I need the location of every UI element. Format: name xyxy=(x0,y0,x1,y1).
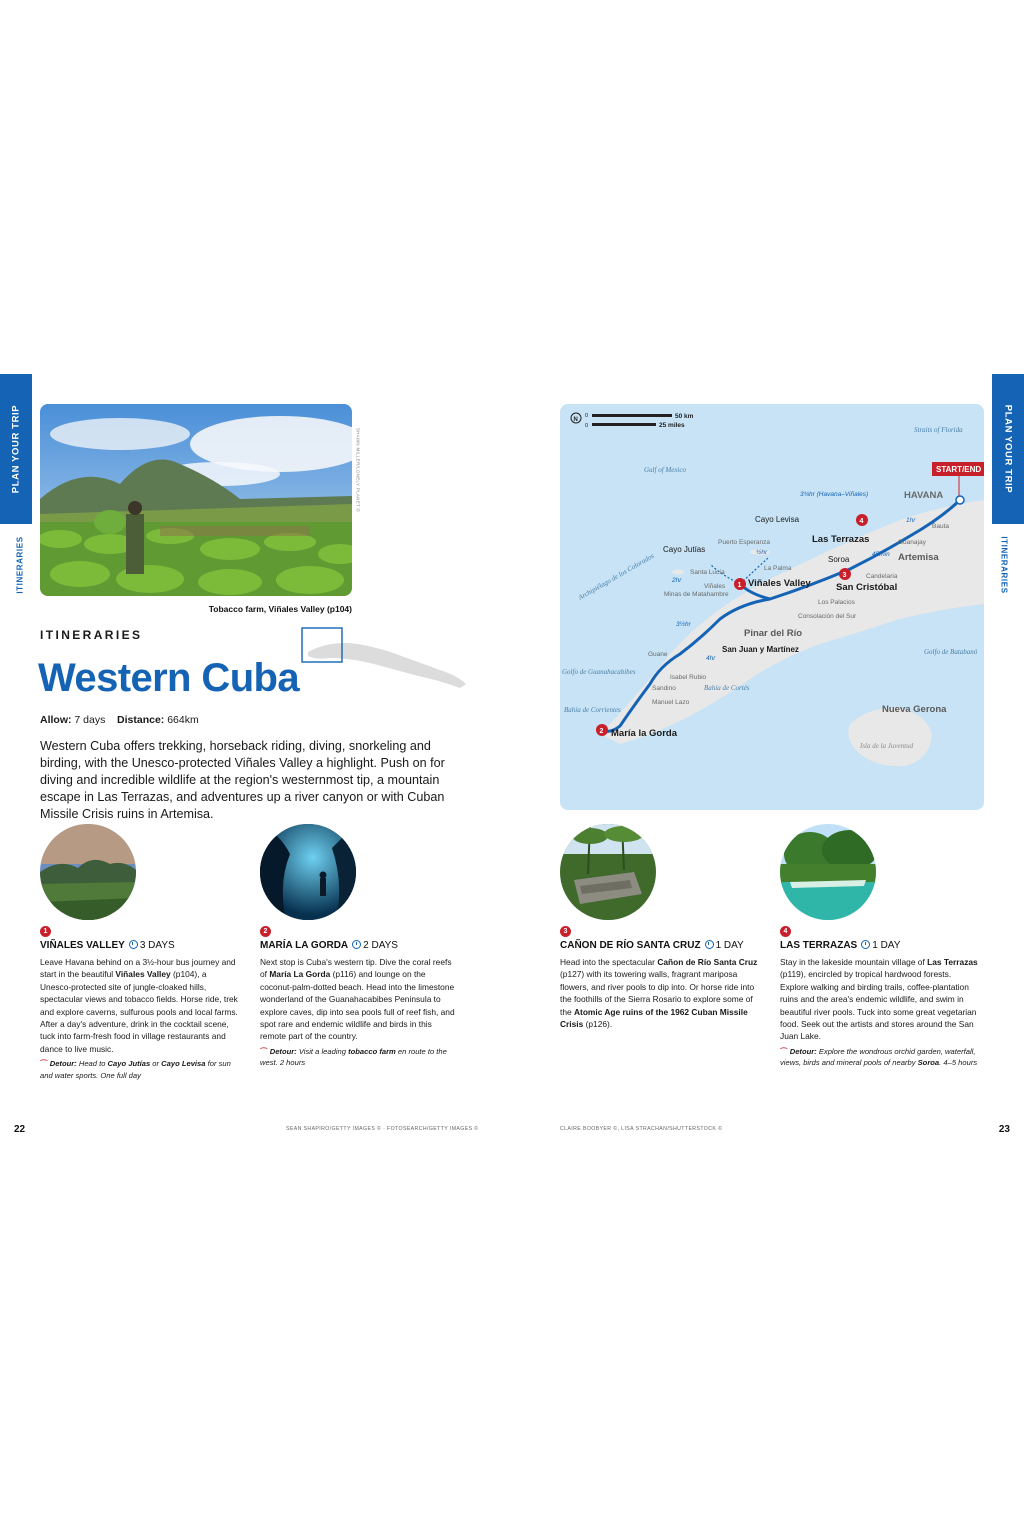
page-number-right: 23 xyxy=(998,1124,1010,1135)
side-tab-label: PLAN YOUR TRIP xyxy=(10,404,22,494)
plan-your-trip-tab xyxy=(992,374,1024,524)
svg-text:4: 4 xyxy=(859,518,864,525)
city-label: Cayo Levisa xyxy=(755,515,800,524)
city-label: Viñales Valley xyxy=(748,578,811,589)
photo-credit: SHAWN MILLER/LONELY PLANET © xyxy=(355,427,361,513)
side-tab-label: PLAN YOUR TRIP xyxy=(1002,404,1014,494)
isla-de-la-juventud xyxy=(848,708,932,766)
clock-icon xyxy=(352,940,361,949)
water-label: Golfo de Guanahacabibes xyxy=(562,668,636,676)
stop-number-badge: 3 xyxy=(560,926,571,937)
city-label: Pinar del Río xyxy=(744,628,803,639)
text-run: Leave Havana behind on a 3½-hour bus journey and start in the beautiful xyxy=(40,957,236,980)
text-run: 2 hours xyxy=(279,1058,306,1068)
bold-text-run: María La Gorda xyxy=(269,969,331,980)
stop-heading xyxy=(560,940,760,951)
stop-canon-rio-santa-cruz xyxy=(560,824,760,1030)
text-run: (p119), encircled by tropical hardwood forests. Explore walking and birding trails, coffee-plantation ruins and the area's endemic wildlife, and swim in beautiful river pools. Tuck into some great vegetarian food. Seek out the artists and stores around the San Juan Lake. xyxy=(780,969,977,1042)
place-label: Viñales xyxy=(704,583,726,590)
distance-label: Distance: xyxy=(117,714,165,726)
stop-maria-la-gorda xyxy=(260,824,460,1069)
bold-text-run: Viñales Valley xyxy=(115,969,171,980)
text-run: One full day xyxy=(100,1070,141,1080)
stop-name: CAÑON DE RÍO SANTA CRUZ xyxy=(560,940,701,951)
time-label: 4hr xyxy=(706,655,716,662)
stop-photo xyxy=(780,824,876,920)
stop-heading xyxy=(40,940,240,951)
stop-vinales-valley xyxy=(40,824,240,1081)
footer-credit-right: CLAIRE BOOBYER ©, LISA STRACHAN/SHUTTERSTOCK © xyxy=(560,1126,723,1132)
bold-text-run: Cayo Jutías xyxy=(107,1059,151,1069)
stop-description xyxy=(40,956,240,1055)
stop-duration: 1 DAY xyxy=(872,940,901,951)
text-run: Explore the wondrous orchid garden, waterfall, views, birds and mineral pools of nearby xyxy=(780,1046,976,1068)
time-label: 45min xyxy=(872,551,890,558)
time-label: ½hr xyxy=(756,549,768,556)
stop-detour xyxy=(260,1046,460,1069)
water-label: Bahía de Cortés xyxy=(704,684,750,692)
stop-duration: 3 DAYS xyxy=(139,940,175,951)
bold-text-run: tobacco farm xyxy=(348,1046,396,1056)
svg-text:3: 3 xyxy=(842,572,847,579)
text-run: Stay in the lakeside mountain village of xyxy=(780,957,928,967)
stop-duration: 1 DAY xyxy=(715,940,744,951)
city-label: María la Gorda xyxy=(611,728,677,739)
place-label: Guanajay xyxy=(898,539,926,546)
place-label: Puerto Esperanza xyxy=(718,539,771,546)
city-label: Artemisa xyxy=(898,552,939,563)
scale-zero-miles: 0 xyxy=(585,423,589,429)
text-run: (p116) and lounge on the coconut-palm-dotted beach. Head into the limestone wonderland of the Guanahacabibes Peninsula to explore caves, dip into sea pools full of reef fish, and spot rare and endemic wildlife and birds in this remote part of the country. xyxy=(260,969,455,1042)
time-label: 1hr xyxy=(906,517,916,524)
side-section-label: ITINERARIES xyxy=(15,536,25,594)
stop-name: LAS TERRAZAS xyxy=(780,940,858,951)
text-run: 4–5 hours xyxy=(943,1058,978,1068)
bold-text-run: Detour: xyxy=(49,1059,77,1069)
stop-photo xyxy=(260,824,356,920)
island-label: Isla de la Juventud xyxy=(860,742,914,750)
stop-photo xyxy=(40,824,136,920)
bold-text-run: Atomic Age ruins of the 1962 Cuban Missile Crisis xyxy=(560,1006,748,1030)
stop-description xyxy=(560,956,760,1030)
plan-your-trip-tab xyxy=(0,374,32,524)
detour-icon: ⌒ xyxy=(780,1046,790,1056)
place-label: Isabel Rubio xyxy=(670,674,707,681)
clock-icon xyxy=(705,940,714,949)
water-label: Golfo de Batabanó xyxy=(924,648,978,656)
side-section-label: ITINERARIES xyxy=(999,536,1009,594)
allow-value: 7 days xyxy=(74,714,106,726)
city-label: Las Terrazas xyxy=(812,534,870,545)
scale-zero-km: 0 xyxy=(585,413,589,419)
text-run: en route to the west. xyxy=(260,1046,447,1068)
place-label: Santa Lucía xyxy=(690,569,725,576)
route-map xyxy=(560,404,984,810)
havana-marker xyxy=(956,496,964,504)
distance-value: 664km xyxy=(167,714,199,726)
cuba-locator-map xyxy=(300,618,470,698)
place-label: Guane xyxy=(648,651,668,658)
stop-las-terrazas xyxy=(780,824,980,1069)
page-title: Western Cuba xyxy=(38,656,300,700)
place-label: Bauta xyxy=(932,523,949,530)
page-number-left: 22 xyxy=(14,1124,26,1135)
text-run: . xyxy=(939,1058,944,1068)
city-label: San Cristóbal xyxy=(836,582,898,593)
photo-caption: Tobacco farm, Viñales Valley (p104) xyxy=(208,604,352,614)
place-label: La Palma xyxy=(764,565,792,572)
text-run: (p127) with its towering walls, fragrant mariposa flowers, and river pools to dip into. Or horse ride into the foothills of the Sierra Rosario to explore some of the xyxy=(560,969,755,1017)
bold-text-run: Detour: xyxy=(789,1046,817,1056)
place-label: Sandino xyxy=(652,685,676,692)
text-run: Head into the spectacular xyxy=(560,957,658,967)
time-label: 3¾hr (Havana–Viñales) xyxy=(800,491,869,498)
text-run: Visit a leading xyxy=(296,1046,349,1056)
water-label: Bahía de Corrientes xyxy=(564,706,621,714)
stop-duration: 2 DAYS xyxy=(363,940,398,951)
scale-bar xyxy=(571,413,694,429)
stop-number-badge: 1 xyxy=(40,926,51,937)
stop-detour xyxy=(780,1046,980,1069)
stop-name: VIÑALES VALLEY xyxy=(40,940,125,951)
detour-text xyxy=(260,1047,447,1067)
city-label: San Juan y Martínez xyxy=(722,645,799,654)
clock-icon xyxy=(861,940,870,949)
bold-text-run: Las Terrazas xyxy=(927,957,978,967)
city-label: HAVANA xyxy=(904,490,944,501)
allow-label: Allow: xyxy=(40,714,72,726)
svg-text:N: N xyxy=(573,417,578,423)
stop-heading xyxy=(260,940,460,951)
stop-photo xyxy=(560,824,656,920)
bold-text-run: Cañon de Río Santa Cruz xyxy=(657,957,758,967)
start-end-label: START/END xyxy=(936,465,982,474)
text-run: for sun and water sports. xyxy=(40,1059,231,1080)
detour-text xyxy=(40,1059,231,1079)
text-run: or xyxy=(150,1059,162,1069)
text-run: Head to xyxy=(76,1059,108,1069)
stop-name: MARÍA LA GORDA xyxy=(260,940,349,951)
stop-number-badge: 2 xyxy=(260,926,271,937)
scale-km-label: 50 km xyxy=(675,413,694,420)
detour-icon: ⌒ xyxy=(260,1046,270,1056)
bold-text-run: Cayo Levisa xyxy=(161,1059,206,1069)
time-label: 3½hr xyxy=(676,621,691,628)
svg-text:1: 1 xyxy=(737,582,742,589)
place-label: Consolación del Sur xyxy=(798,613,857,620)
section-kicker: ITINERARIES xyxy=(40,628,143,642)
water-label: Archipiélago de los Colorados xyxy=(577,551,656,602)
stop-description xyxy=(780,956,980,1043)
water-label: Gulf of Mexico xyxy=(644,466,686,474)
time-label: 2hr xyxy=(672,577,682,584)
text-run: (p104), a Unesco-protected site of jungle-cloaked hills, spectacular views and tobacco fields. Horse ride, trek and explore caverns, sulfurous pools and local farms. After a day's adventure, drink in the cocktail scene, tuck into farm-fresh food in village restaurants and dance to live music. xyxy=(40,969,238,1054)
city-label: Soroa xyxy=(828,555,850,564)
bold-text-run: Detour: xyxy=(269,1046,297,1056)
water-label: Straits of Florida xyxy=(914,426,963,434)
footer-credit-left: SEAN SHAPIRO/GETTY IMAGES © · FOTOSEARCH/GETTY IMAGES © xyxy=(286,1126,479,1132)
city-label: Cayo Jutías xyxy=(663,545,706,554)
place-label: Candelaria xyxy=(866,573,898,580)
stop-detour xyxy=(40,1058,240,1081)
intro-paragraph: Western Cuba offers trekking, horseback riding, diving, snorkeling and birding, with the Unesco-protected Viñales Valley a highlight. Push on for diving and incredible wildlife at the region's westernmost tip, a mountain escape in Las Terrazas, and adventures up a river canyon or with Cuban Missile Crisis ruins in Artemisa. xyxy=(40,739,445,821)
stop-description xyxy=(260,956,460,1043)
trip-meta xyxy=(40,714,199,726)
clock-icon xyxy=(129,940,138,949)
text-run: (p126). xyxy=(583,1019,613,1030)
tobacco-farm-photo xyxy=(40,404,352,596)
stop-number-badge: 4 xyxy=(780,926,791,937)
place-label: Los Palacios xyxy=(818,599,855,606)
svg-text:2: 2 xyxy=(599,728,604,735)
city-label: Nueva Gerona xyxy=(882,704,947,715)
text-run: Next stop is Cuba's western tip. Dive the coral reefs of xyxy=(260,957,452,980)
place-label: Manuel Lazo xyxy=(652,699,690,706)
detour-icon: ⌒ xyxy=(40,1059,50,1069)
bold-text-run: Soroa xyxy=(917,1058,940,1068)
place-label: Minas de Matahambre xyxy=(664,591,729,598)
scale-miles-label: 25 miles xyxy=(659,422,685,429)
detour-text xyxy=(780,1047,977,1067)
stop-heading xyxy=(780,940,980,951)
